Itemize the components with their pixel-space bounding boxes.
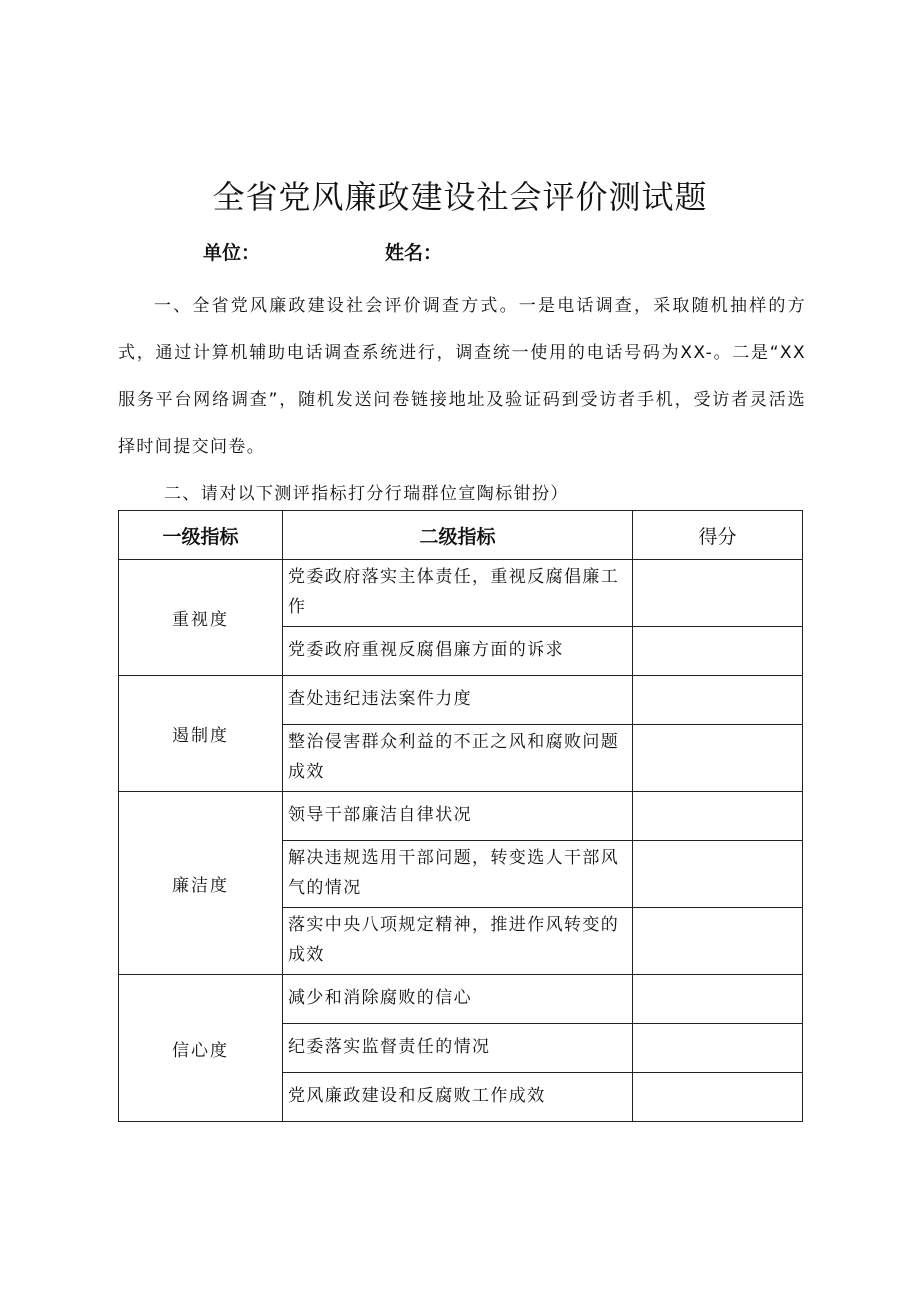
score-cell[interactable]	[633, 908, 803, 975]
level1-containment: 遏制度	[119, 676, 283, 792]
survey-method-paragraph: 一、全省党风廉政建设社会评价调查方式。一是电话调查，采取随机抽样的方式，通过计算机辅助电话调查系统进行，调查统一使用的电话号码为XX-。二是“XX服务平台网络调查”，随机发送问卷链接地址及验证码到受访者手机，受访者灵活选择时间提交问卷。	[118, 296, 806, 457]
scoring-instruction: 二、请对以下测评指标打分行瑞群位宣陶标钳扮）	[164, 484, 569, 504]
level2-item: 党委政府重视反腐倡廉方面的诉求	[283, 627, 633, 676]
level2-item: 减少和消除腐败的信心	[283, 975, 633, 1024]
score-cell[interactable]	[633, 841, 803, 908]
name-label: 姓名：	[385, 242, 443, 264]
table-row	[119, 975, 803, 1024]
level2-item: 查处违纪违法案件力度	[283, 676, 633, 725]
header-level2: 二级指标	[283, 511, 633, 560]
score-cell[interactable]	[633, 1073, 803, 1122]
unit-label: 单位：	[203, 242, 261, 264]
level2-item: 领导干部廉洁自律状况	[283, 792, 633, 841]
table-header-row	[119, 511, 803, 560]
table-row	[119, 560, 803, 627]
level2-item: 落实中央八项规定精神，推进作风转变的成效	[283, 908, 633, 975]
level1-confidence: 信心度	[119, 975, 283, 1122]
level2-item: 解决违规选用干部问题，转变选人干部风气的情况	[283, 841, 633, 908]
evaluation-table	[118, 510, 803, 1122]
score-cell[interactable]	[633, 792, 803, 841]
level2-item: 纪委落实监督责任的情况	[283, 1024, 633, 1073]
score-cell[interactable]	[633, 627, 803, 676]
level2-item: 党委政府落实主体责任，重视反腐倡廉工作	[283, 560, 633, 627]
score-cell[interactable]	[633, 560, 803, 627]
table-row	[119, 676, 803, 725]
header-level1: 一级指标	[119, 511, 283, 560]
level1-integrity: 廉洁度	[119, 792, 283, 975]
level1-importance: 重视度	[119, 560, 283, 676]
level2-item: 整治侵害群众利益的不正之风和腐败问题成效	[283, 725, 633, 792]
page-title: 全省党风廉政建设社会评价测试题	[212, 178, 708, 216]
score-cell[interactable]	[633, 725, 803, 792]
table-row	[119, 792, 803, 841]
level2-item: 党风廉政建设和反腐败工作成效	[283, 1073, 633, 1122]
header-score: 得分	[633, 511, 803, 560]
score-cell[interactable]	[633, 1024, 803, 1073]
score-cell[interactable]	[633, 676, 803, 725]
score-cell[interactable]	[633, 975, 803, 1024]
